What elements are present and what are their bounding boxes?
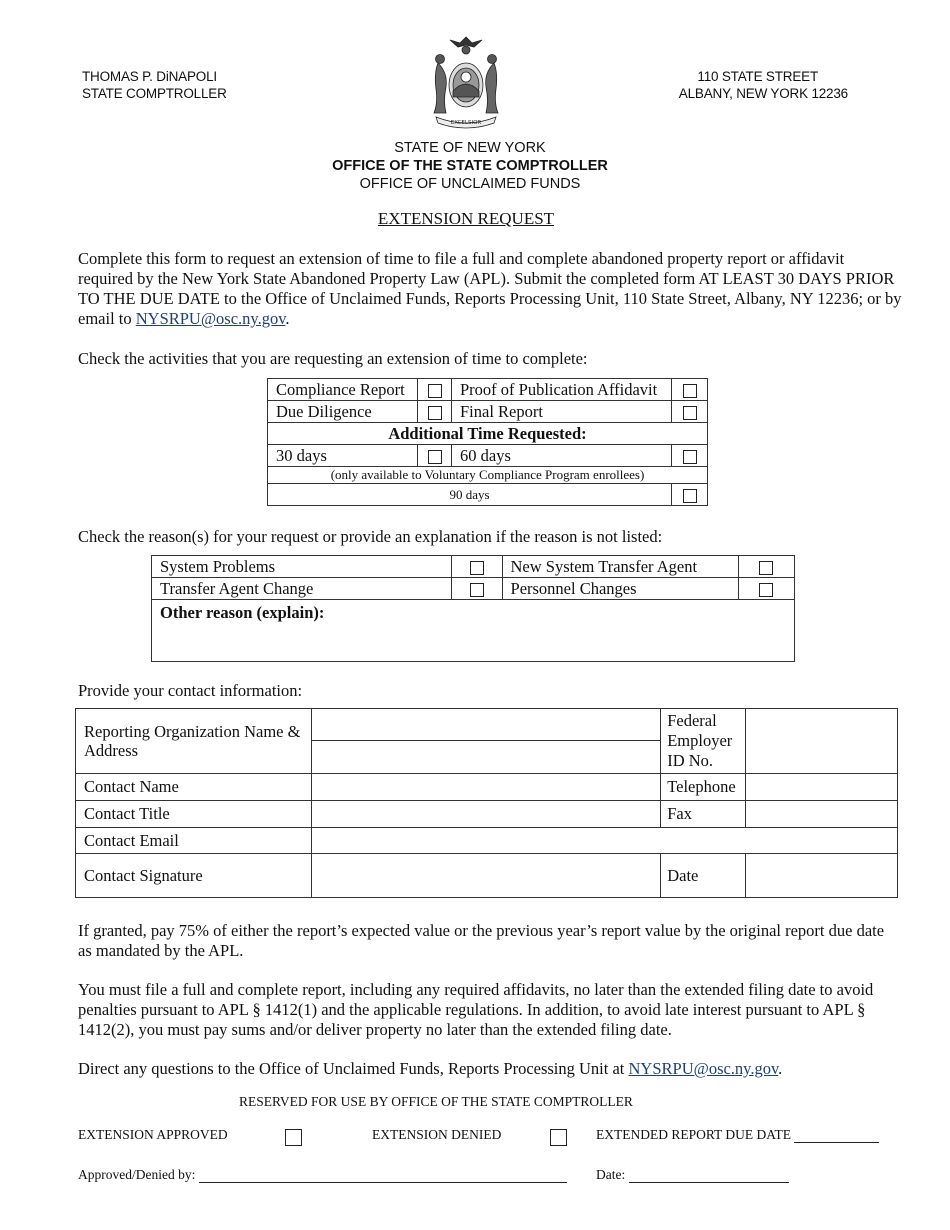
time-30-checkbox[interactable] xyxy=(428,450,442,464)
table-row xyxy=(152,556,795,578)
signature-input[interactable] xyxy=(311,854,660,898)
time-60-checkbox[interactable] xyxy=(683,450,697,464)
reasons-prompt: Check the reason(s) for your request or provide an explanation if the reason is not listed: xyxy=(78,527,663,546)
activity-label: Proof of Publication Affidavit xyxy=(452,379,672,401)
questions-paragraph xyxy=(78,1059,782,1079)
contact-title-label: Contact Title xyxy=(76,801,312,828)
table-row xyxy=(268,379,708,401)
division-name: OFFICE OF UNCLAIMED FUNDS xyxy=(359,176,581,192)
ny-state-seal xyxy=(420,33,512,129)
contact-table xyxy=(75,708,898,898)
compliance-report-checkbox[interactable] xyxy=(428,384,442,398)
reasons-table xyxy=(151,555,795,662)
date-label: Date xyxy=(661,854,746,898)
intro-text: Complete this form to request an extension of time to file a full and complete abandoned property report or affidavit required by the New York State Abandoned Property Law (APL). Submit the completed form AT LEAST 30 DAYS PRIOR TO THE DUE DATE to the Office of Unclaimed Funds, Reports Processing Unit, 110 State Street, Albany, NY 12236; or by email to xyxy=(78,249,902,328)
address-city: ALBANY, NEW YORK 12236 xyxy=(678,86,848,101)
reason-label: Transfer Agent Change xyxy=(152,578,452,600)
table-row xyxy=(268,467,708,484)
activity-label: Due Diligence xyxy=(268,401,418,423)
new-transfer-agent-checkbox[interactable] xyxy=(759,561,773,575)
activity-label: Final Report xyxy=(452,401,672,423)
intro-end: . xyxy=(285,309,290,328)
state-name: STATE OF NEW YORK xyxy=(394,140,546,156)
table-row xyxy=(268,401,708,423)
system-problems-checkbox[interactable] xyxy=(470,561,484,575)
fein-input[interactable] xyxy=(746,709,898,774)
org-name-input[interactable] xyxy=(311,709,660,741)
office-use-heading: RESERVED FOR USE BY OFFICE OF THE STATE COMPTROLLER xyxy=(239,1094,633,1109)
agency-heading xyxy=(0,139,940,193)
contact-title-input[interactable] xyxy=(311,801,660,828)
telephone-input[interactable] xyxy=(746,774,898,801)
time-90-checkbox[interactable] xyxy=(683,489,697,503)
contact-prompt: Provide your contact information: xyxy=(78,681,303,700)
contact-email-input[interactable] xyxy=(311,828,897,854)
due-date-label: EXTENDED REPORT DUE DATE xyxy=(596,1127,792,1142)
time-header: Additional Time Requested: xyxy=(268,423,708,445)
office-name: OFFICE OF THE STATE COMPTROLLER xyxy=(332,158,608,174)
reason-label: New System Transfer Agent xyxy=(502,556,738,578)
fein-label: Federal Employer ID No. xyxy=(661,709,746,774)
approved-checkbox[interactable] xyxy=(285,1129,302,1146)
seal-motto: EXCELSIOR xyxy=(450,120,482,126)
personnel-changes-checkbox[interactable] xyxy=(759,583,773,597)
questions-email-link[interactable]: NYSRPU@osc.ny.gov xyxy=(628,1059,779,1078)
address-block xyxy=(679,68,848,102)
denied-checkbox[interactable] xyxy=(550,1129,567,1146)
intro-email-link[interactable]: NYSRPU@osc.ny.gov xyxy=(135,309,286,328)
due-date-row xyxy=(596,1127,879,1143)
fax-input[interactable] xyxy=(746,801,898,828)
reason-label: Personnel Changes xyxy=(502,578,738,600)
table-row xyxy=(76,801,898,828)
reason-label: System Problems xyxy=(152,556,452,578)
due-date-input[interactable] xyxy=(794,1128,879,1143)
table-row xyxy=(76,774,898,801)
table-row xyxy=(268,445,708,467)
time-60-label: 60 days xyxy=(452,445,672,467)
table-row xyxy=(76,828,898,854)
must-file-paragraph: You must file a full and complete report, including any required affidavits, no later than the extended filing date to avoid penalties pursuant to APL § 1412(1) and the applicable regulations. In addition, to avoid late interest pursuant to APL § 1412(2), you must pay sums and/or deliver property no later than the extended filing date. xyxy=(78,980,874,1039)
org-label: Reporting Organization Name & Address xyxy=(76,709,312,774)
form-title: EXTENSION REQUEST xyxy=(377,209,555,228)
other-reason-label: Other reason (explain): xyxy=(160,603,325,622)
table-row xyxy=(152,578,795,600)
date-input[interactable] xyxy=(746,854,898,898)
activity-label: Compliance Report xyxy=(268,379,418,401)
approved-by-label: Approved/Denied by: xyxy=(78,1167,196,1182)
activities-prompt: Check the activities that you are requesting an extension of time to complete: xyxy=(78,349,588,368)
office-date-row xyxy=(596,1167,789,1183)
due-diligence-checkbox[interactable] xyxy=(428,406,442,420)
office-date-input[interactable] xyxy=(629,1168,789,1183)
telephone-label: Telephone xyxy=(661,774,746,801)
intro-paragraph xyxy=(78,249,903,329)
activities-table xyxy=(267,378,708,506)
contact-name-label: Contact Name xyxy=(76,774,312,801)
final-report-checkbox[interactable] xyxy=(683,406,697,420)
address-street: 110 STATE STREET xyxy=(697,69,818,84)
fax-label: Fax xyxy=(661,801,746,828)
table-row xyxy=(76,854,898,898)
approved-by-row xyxy=(78,1167,567,1183)
approved-by-input[interactable] xyxy=(199,1168,567,1183)
vcp-note: (only available to Voluntary Compliance Program enrollees) xyxy=(268,467,708,484)
signature-label: Contact Signature xyxy=(76,854,312,898)
contact-email-label: Contact Email xyxy=(76,828,312,854)
time-90-label: 90 days xyxy=(268,484,672,506)
org-address-input[interactable] xyxy=(311,741,660,774)
questions-end: . xyxy=(778,1059,783,1078)
approved-label: EXTENSION APPROVED xyxy=(78,1127,228,1142)
table-row xyxy=(268,484,708,506)
table-row xyxy=(268,423,708,445)
publication-affidavit-checkbox[interactable] xyxy=(683,384,697,398)
comptroller-block xyxy=(82,68,227,102)
contact-name-input[interactable] xyxy=(311,774,660,801)
transfer-agent-change-checkbox[interactable] xyxy=(470,583,484,597)
comptroller-name: THOMAS P. DiNAPOLI xyxy=(82,69,217,84)
denied-label: EXTENSION DENIED xyxy=(372,1127,502,1142)
questions-text: Direct any questions to the Office of Unclaimed Funds, Reports Processing Unit at xyxy=(78,1059,629,1078)
table-row xyxy=(76,709,898,741)
time-30-label: 30 days xyxy=(268,445,418,467)
office-date-label: Date: xyxy=(596,1167,626,1182)
table-row xyxy=(152,600,795,662)
granted-paragraph: If granted, pay 75% of either the report’s expected value or the previous year’s report value by the original report due date as mandated by the APL. xyxy=(78,921,885,960)
other-reason-field[interactable] xyxy=(152,600,795,662)
comptroller-title: STATE COMPTROLLER xyxy=(82,86,227,101)
